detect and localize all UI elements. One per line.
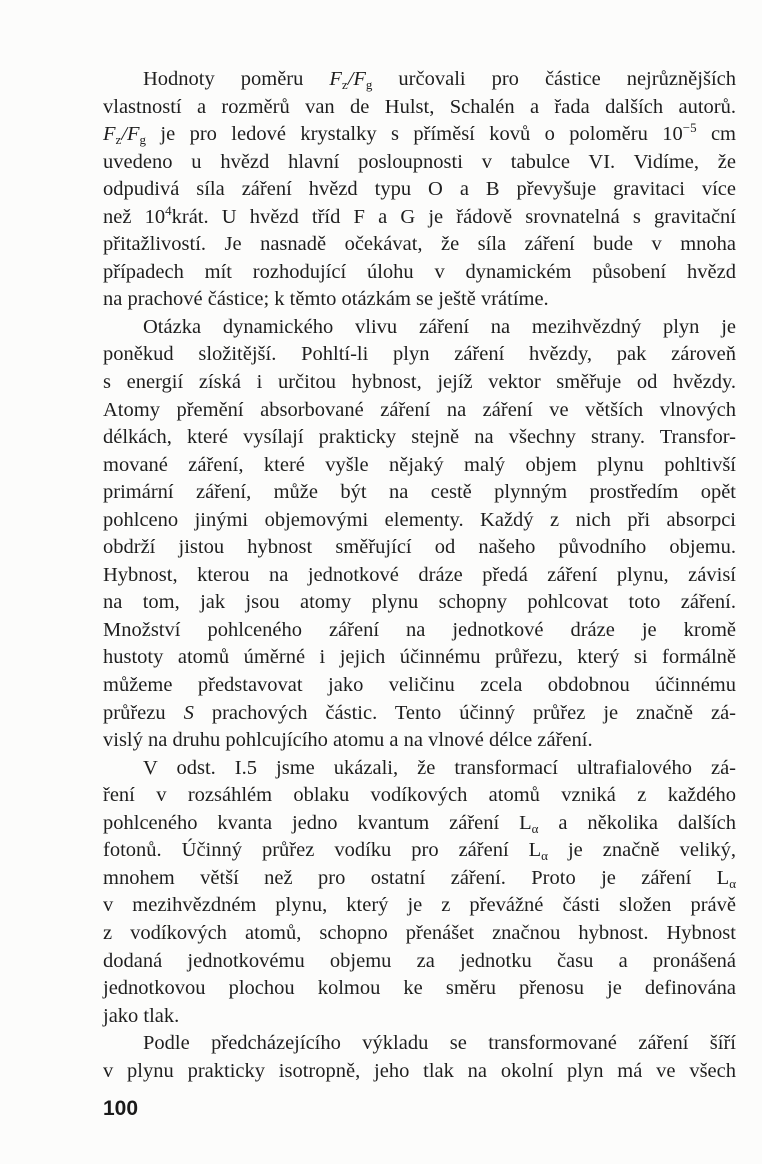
text-line: [103, 1003, 736, 1031]
subscript: α: [531, 820, 539, 836]
text-line: [103, 700, 736, 728]
text-line: [103, 810, 736, 838]
text-run: na tom, jak jsou atomy plynu schopny pohlcovat toto záření.: [103, 591, 736, 614]
text-line: [103, 589, 736, 617]
text-run: obdrží jistou hybnost směřující od našeho původního objemu.: [103, 536, 736, 559]
text-line: [103, 452, 736, 480]
text-run: můžeme představovat jako veličinu zcela obdobnou účinnému: [103, 674, 736, 697]
text-run: na prachové částice; k těmto otázkám se ještě vrátíme.: [103, 288, 549, 311]
paragraph: [103, 755, 736, 1030]
text-line: [103, 892, 736, 920]
text-run: z vodíkových atomů, schopno přenášet značnou hybnost. Hybnost: [103, 921, 736, 944]
text-run: mnohem větší než pro ostatní záření. Proto je záření L: [103, 866, 730, 889]
text-run: hustoty atomů úměrné i jejich účinnému průřezu, který si formálně: [103, 646, 736, 669]
text-run: přitažlivostí. Je nasnadě očekávat, že síla záření bude v mnoha: [103, 233, 736, 256]
text-line: [103, 286, 736, 314]
text-run: a několika dalších: [538, 811, 736, 834]
text-line: [103, 149, 736, 177]
text-run: Otázka dynamického vlivu záření na mezihvězdný plyn je: [143, 315, 736, 338]
text-line: [103, 231, 736, 259]
subscript: α: [729, 875, 736, 891]
text-line: [103, 534, 736, 562]
text-run: prachových částic. Tento účinný průřez je značně zá-: [193, 701, 736, 724]
text-run: Množství pohlceného záření na jednotkové dráze je kromě: [103, 618, 736, 641]
italic-text: F: [103, 123, 116, 146]
text-run: v plynu prakticky isotropně, jeho tlak na okolní plyn má ve všech: [103, 1059, 736, 1082]
text-run: délkách, které vysílají prakticky stejně na všechny strany. Transfor-: [103, 426, 736, 449]
text-run: Hodnoty poměru: [143, 68, 330, 90]
text-line: [103, 341, 736, 369]
text-line: [103, 975, 736, 1003]
text-line: [103, 314, 736, 342]
text-line: [103, 755, 736, 783]
text-run: průřezu: [103, 701, 184, 724]
text-line: [103, 727, 736, 755]
paragraph: [103, 66, 736, 314]
text-line: [103, 259, 736, 287]
text-line: [103, 948, 736, 976]
body-text: [103, 66, 736, 1085]
text-line: [103, 479, 736, 507]
text-run: pohlceno jinými objemovými elementy. Každý z nich při absorpci: [103, 508, 736, 531]
text-run: primární záření, může být na cestě plynným prostředím opět: [103, 481, 736, 504]
text-run: pohlceného kvanta jedno kvantum záření L: [103, 811, 532, 834]
text-run: odpudivá síla záření hvězd typu O a B převyšuje gravitaci více: [103, 178, 736, 201]
subscript: g: [365, 77, 373, 92]
text-run: vlastností a rozměrů van de Hulst, Schalén a řada dalších autorů.: [103, 95, 736, 118]
text-run: poněkud složitější. Pohltí-li plyn záření hvězdy, pak zároveň: [103, 343, 736, 366]
text-run: fotonů. Účinný průřez vodíku pro záření L: [103, 839, 542, 862]
text-run: je značně veliký,: [547, 839, 736, 862]
text-line: [103, 562, 736, 590]
text-line: [103, 617, 736, 645]
text-line: [103, 672, 736, 700]
text-run: cm: [696, 123, 737, 146]
italic-text: /F: [121, 123, 140, 146]
text-line: [103, 369, 736, 397]
text-line: [103, 1058, 736, 1086]
italic-text: /F: [347, 68, 366, 90]
text-line: [103, 1030, 736, 1058]
text-run: než 10: [103, 205, 166, 228]
text-run: Podle předcházejícího výkladu se transformované záření šíří: [143, 1032, 736, 1055]
text-run: Atomy přemění absorbované záření na záření ve větších vlnových: [103, 398, 736, 421]
text-run: dodaná jednotkovému objemu za jednotku času a pronášená: [103, 949, 736, 972]
text-line: [103, 94, 736, 122]
text-run: jednotkovou plochou kolmou ke směru přenosu je definována: [103, 977, 736, 1000]
text-line: [103, 66, 736, 94]
text-run: vislý na druhu pohlcujícího atomu a na vlnové délce záření.: [103, 729, 593, 752]
text-run: určovali pro částice nejrůznějších: [372, 68, 736, 90]
text-line: [103, 424, 736, 452]
text-run: uvedeno u hvězd hlavní posloupnosti v tabulce VI. Vidíme, že: [103, 150, 736, 173]
subscript: z: [341, 77, 348, 92]
text-run: v mezihvězdném plynu, který je z převážné části složen právě: [103, 894, 736, 917]
text-line: [103, 507, 736, 535]
subscript: α: [541, 848, 548, 864]
text-run: jako tlak.: [103, 1004, 180, 1027]
text-line: [103, 837, 736, 865]
text-line: [103, 865, 736, 893]
text-line: [103, 176, 736, 204]
text-run: krát. U hvězd tříd F a G je řádově srovnatelná s gravitační: [171, 205, 736, 228]
subscript: g: [139, 132, 147, 148]
text-line: [103, 397, 736, 425]
text-run: případech mít rozhodující úlohu v dynamickém působení hvězd: [103, 260, 736, 283]
superscript: 4: [165, 202, 172, 218]
text-run: mované záření, které vyšle nějaký malý objem plynu pohltivší: [103, 453, 736, 476]
text-line: [103, 121, 736, 149]
text-line: [103, 204, 736, 232]
text-run: s energií získá i určitou hybnost, jejíž vektor směřuje od hvězdy.: [103, 371, 736, 394]
superscript: −5: [682, 120, 697, 136]
text-line: [103, 644, 736, 672]
italic-text: S: [183, 701, 194, 724]
text-run: je pro ledové krystalky s příměsí kovů o poloměru 10: [146, 123, 683, 146]
paragraph: [103, 1030, 736, 1085]
paragraph: [103, 314, 736, 755]
page-number: 100: [103, 1097, 139, 1120]
subscript: z: [115, 132, 122, 148]
italic-text: F: [329, 68, 342, 90]
text-run: V odst. I.5 jsme ukázali, že transformací ultrafialového zá-: [143, 756, 736, 779]
text-run: ření v rozsáhlém oblaku vodíkových atomů vzniká z každého: [103, 784, 736, 807]
text-line: [103, 920, 736, 948]
text-line: [103, 782, 736, 810]
text-run: Hybnost, kterou na jednotkové dráze předá záření plynu, závisí: [103, 563, 736, 586]
